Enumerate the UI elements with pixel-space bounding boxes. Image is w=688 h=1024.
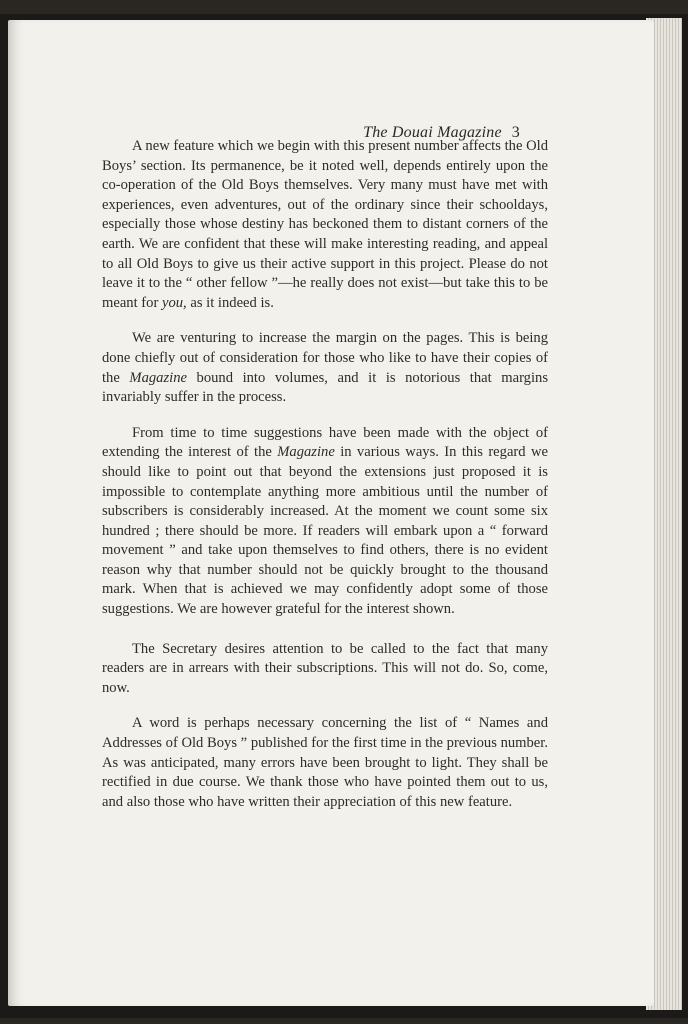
text-run: as it indeed is.: [186, 294, 274, 311]
magazine-title: The Douai Magazine: [363, 124, 502, 141]
page-number: 3: [511, 124, 520, 141]
text-run: in various ways. In this regard we should like to point out that beyond the extensions just proposed it is impossible to contemplate anything more ambitious until the number of subscribers is considerably increased. At the moment we count some six hundred ; there should be more. If readers will embark upon a “ forward movement ” and take upon themselves to find others, there is no evident reason why that number should not be quickly brought to the thousand mark. When that is achieved we may confidently adopt some of those suggestions. We are however grateful for the interest shown.: [102, 444, 548, 618]
article-body: [102, 137, 548, 812]
paragraph-suggestions: [102, 424, 548, 620]
emphasis: you,: [161, 294, 187, 311]
paragraph-subscriptions: [102, 640, 548, 699]
emphasis: Magazine: [277, 444, 335, 461]
text-run: We are venturing to increase the margin on the pages. This is being done chiefly out of consideration for those who like to have their copies of the: [102, 330, 548, 386]
text-run: bound into volumes, and it is notorious that margins invariably suffer in the process.: [102, 369, 549, 406]
text-run: The Secretary desires attention to be called to the fact that many readers are in arrears with their subscriptions. This will not do. So, come, now.: [102, 640, 548, 696]
paragraph-margins: [102, 329, 548, 407]
text-run: A word is perhaps necessary concerning the list of “ Names and Addresses of Old Boys ” published for the first time in the previous number. As was anticipated, many errors have been brought to light. They shall be rectified in due course. We thank those who have pointed them out to us, and also those who have written their appreciation of this new feature.: [102, 715, 548, 810]
paragraph-names-addresses: [102, 714, 548, 812]
text-run: A new feature which we begin with this present number affects the Old Boys’ section. Its permanence, be it noted well, depends entirely upon the co-operation of the Old Boys themselves. Very many must have met with experiences, even adventures, out of the ordinary since their schooldays, especially those whose destiny has beckoned them to distant corners of the earth. We are confident that these will make interesting reading, and appeal to all Old Boys to give us their active support in this project. Please do not leave it to the “ other fellow ”—he really does not exist—but take this to be meant for: [102, 138, 548, 311]
text-run: From time to time suggestions have been made with the object of extending the interest of the: [102, 424, 548, 461]
paragraph-new-feature: [102, 137, 548, 313]
emphasis: Magazine: [129, 369, 187, 386]
